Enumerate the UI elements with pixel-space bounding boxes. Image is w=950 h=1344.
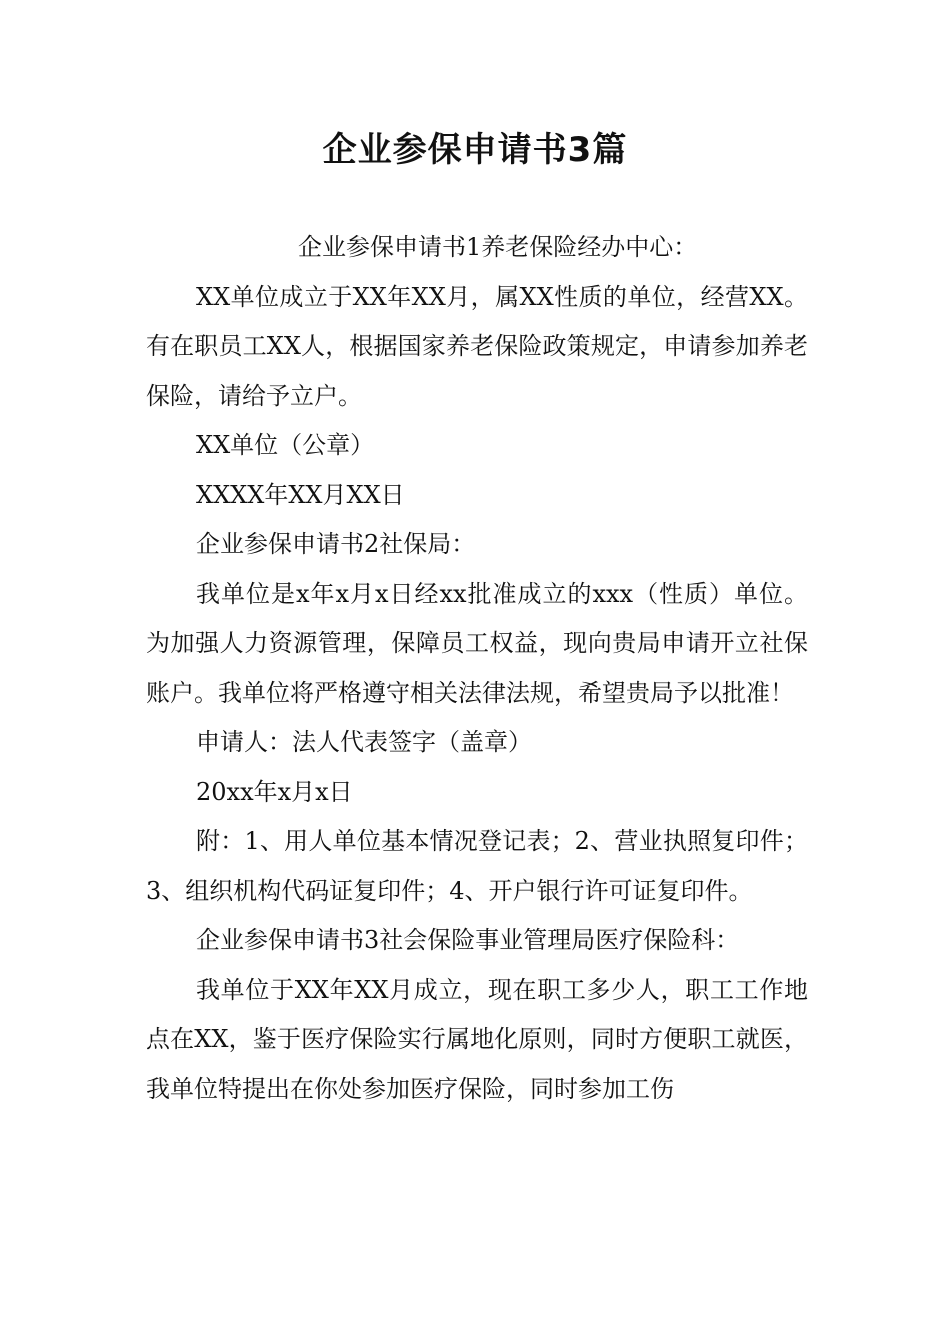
paragraph-application-1: XX单位成立于XX年XX月，属XX性质的单位，经营XX。有在职员工XX人，根据国家养老保险政策规定，申请参加养老保险，请给予立户。	[146, 282, 808, 410]
document-title: 企业参保申请书3篇	[322, 130, 628, 170]
paragraph-application-2: 我单位是x年x月x日经xx批准成立的xxx（性质）单位。为加强人力资源管理，保障员工权益，现向贵局申请开立社保账户。我单位将严格遵守相关法律法规，希望贵局予以批准！	[146, 579, 808, 707]
section-heading-1: 企业参保申请书1养老保险经办中心：	[298, 233, 698, 261]
document-body	[146, 223, 808, 1114]
paragraph-date-1: XXXX年XX月XX日	[196, 480, 405, 509]
paragraph-applicant-signature: 申请人：法人代表签字（盖章）	[196, 728, 532, 756]
section-heading-2: 企业参保申请书2社保局：	[196, 530, 476, 558]
section-heading-3: 企业参保申请书3社会保险事业管理局医疗保险科：	[196, 926, 740, 954]
paragraph-unit-seal: XX单位（公章）	[196, 431, 375, 459]
paragraph-date-2: 20xx年x月x日	[196, 777, 353, 806]
paragraph-application-3: 我单位于XX年XX月成立，现在职工多少人，职工工作地点在XX，鉴于医疗保险实行属地化原则，同时方便职工就医，我单位特提出在你处参加医疗保险，同时参加工伤	[146, 975, 808, 1103]
paragraph-attachments: 附：1、用人单位基本情况登记表；2、营业执照复印件；3、组织机构代码证复印件；4、开户银行许可证复印件。	[146, 827, 808, 905]
